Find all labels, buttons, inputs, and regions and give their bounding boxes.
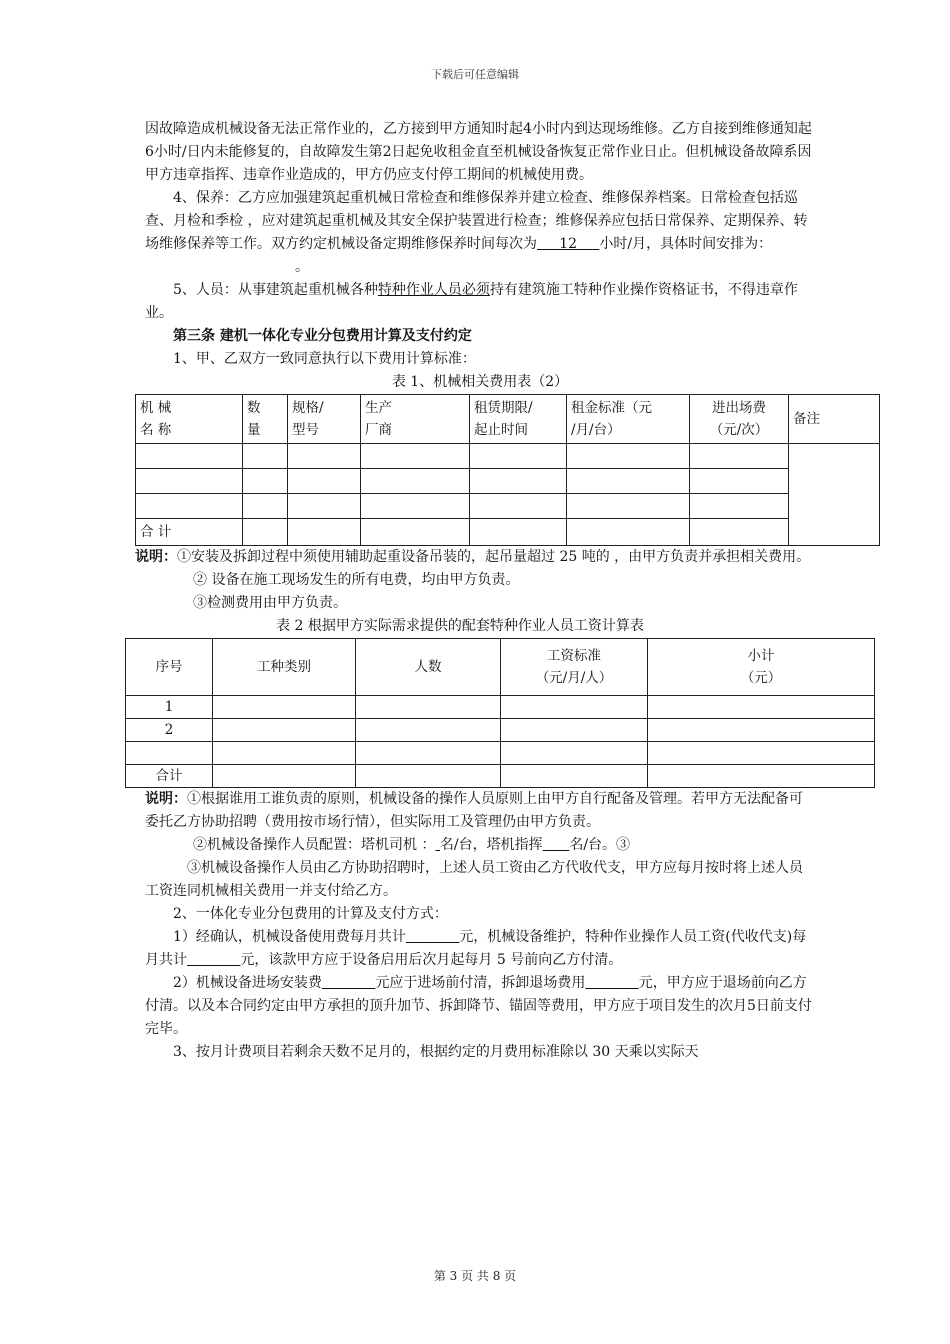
table-row: [126, 742, 875, 765]
note1-item2: ② 设备在施工现场发生的所有电费，均由甲方负责。: [193, 572, 520, 588]
table-row: [136, 494, 880, 519]
payment-item1: 1）经确认，机械设备使用费每月共计 元，机械设备维护，特种作业操作人员工资(代收代支)每月共计 元，该款甲方应于设备启用后次月起每月 5 号前向乙方付清。: [145, 929, 807, 968]
para-maintenance: 4、保养：乙方应加强建筑起重机械日常检查和维修保养并建立检查、维修保养档案。日常检查包括巡查、月检和季检 ，应对建筑起重机械及其安全保护装置进行检查；维修保养应包括日常保养、定期保养、转场维修保养等工作。双方约定机械设备定期维修保养时间每次为 12 小时/月，具体时间安排为：。: [145, 190, 808, 275]
note1-item3: ③检测费用由甲方负责。: [193, 595, 347, 611]
header-cell: 小计 （元）: [648, 639, 875, 696]
table-row: 2: [126, 719, 875, 742]
header-cell: 租金标准（元 /月/台）: [567, 395, 690, 444]
para-staff: 5、人员：从事建筑起重机械各种特种作业人员必须持有建筑施工特种作业操作资格证书，不得违章作业。: [145, 282, 798, 321]
table-row: 1: [126, 696, 875, 719]
header-cell: 规格/ 型号: [288, 395, 361, 444]
note1-item1: 说明：①安装及拆卸过程中须使用辅助起重设备吊装的，起吊量超过 25 吨的 ，由甲方负责并承担相关费用。: [135, 549, 811, 565]
payment-title: 2、一体化专业分包费用的计算及支付方式：: [173, 906, 448, 922]
note2-item2: ②机械设备操作人员配置：塔机司机 ： 名/台，塔机指挥 名/台。③: [193, 837, 631, 853]
header-cell: 机 械 名 称: [136, 395, 243, 444]
document-body: [135, 118, 820, 1064]
note2-item1: 说明：①根据谁用工谁负责的原则，机械设备的操作人员原则上由甲方自行配备及管理。若甲方无法配备可委托乙方协助招聘（费用按市场行情），但实际用工及管理仍由甲方负责。: [145, 791, 803, 830]
table-header-row: [126, 639, 875, 696]
header-cell: 备注: [789, 395, 880, 444]
para-fault: 因故障造成机械设备无法正常作业的，乙方接到甲方通知时起4小时内到达现场维修。乙方自接到维修通知起6小时/日内未能修复的，自故障发生第2日起免收租金直至机械设备恢复正常作业日止。但机械设备故障系因甲方违章指挥、违章作业造成的，甲方仍应支付停工期间的机械使用费。: [145, 121, 812, 183]
machinery-fee-table: [135, 394, 880, 546]
header-cell: 生产 厂商: [361, 395, 470, 444]
header-cell: 人数: [356, 639, 501, 696]
table-total-row: 合 计: [136, 519, 880, 546]
remarks-cell: [789, 444, 880, 546]
table-total-row: 合计: [126, 765, 875, 788]
note2-item3: ③机械设备操作人员由乙方协助招聘时，上述人员工资由乙方代收代支，甲方应每月按时将上述人员工资连同机械相关费用一并支付给乙方。: [145, 860, 803, 899]
header-cell: 序号: [126, 639, 213, 696]
page-header: 下载后可任意编辑: [431, 68, 519, 81]
page-footer: 第 3 页 共 8 页: [433, 1269, 517, 1283]
table-row: [136, 444, 880, 469]
payment-item3: 3、按月计费项目若剩余天数不足月的，根据约定的月费用标准除以 30 天乘以实际天: [173, 1044, 699, 1060]
table-header-row: [136, 395, 880, 444]
staff-wage-table: [125, 638, 875, 788]
header-cell: 租赁期限/ 起止时间: [470, 395, 567, 444]
para-agree: 1、甲、乙双方一致同意执行以下费用计算标准：: [173, 351, 476, 367]
payment-item2: 2）机械设备进场安装费 元应于进场前付清，拆卸退场费用 元，甲方应于退场前向乙方付清。以及本合同约定由甲方承担的顶升加节、拆卸降节、锚固等费用，甲方应于项目发生的次月5日前支付完毕。: [145, 975, 812, 1037]
header-cell: 数 量: [243, 395, 288, 444]
table-row: [136, 469, 880, 494]
table2-caption: 表 2 根据甲方实际需求提供的配套特种作业人员工资计算表: [276, 618, 644, 634]
table1-caption: 表 1、机械相关费用表（2）: [391, 374, 569, 390]
article-3-title: 第三条 建机一体化专业分包费用计算及支付约定: [173, 328, 472, 344]
header-cell: 工种类别: [213, 639, 356, 696]
header-cell: 工资标准 （元/月/人）: [501, 639, 648, 696]
maintenance-hours: 12: [559, 236, 578, 252]
header-cell: 进出场费 （元/次）: [690, 395, 789, 444]
